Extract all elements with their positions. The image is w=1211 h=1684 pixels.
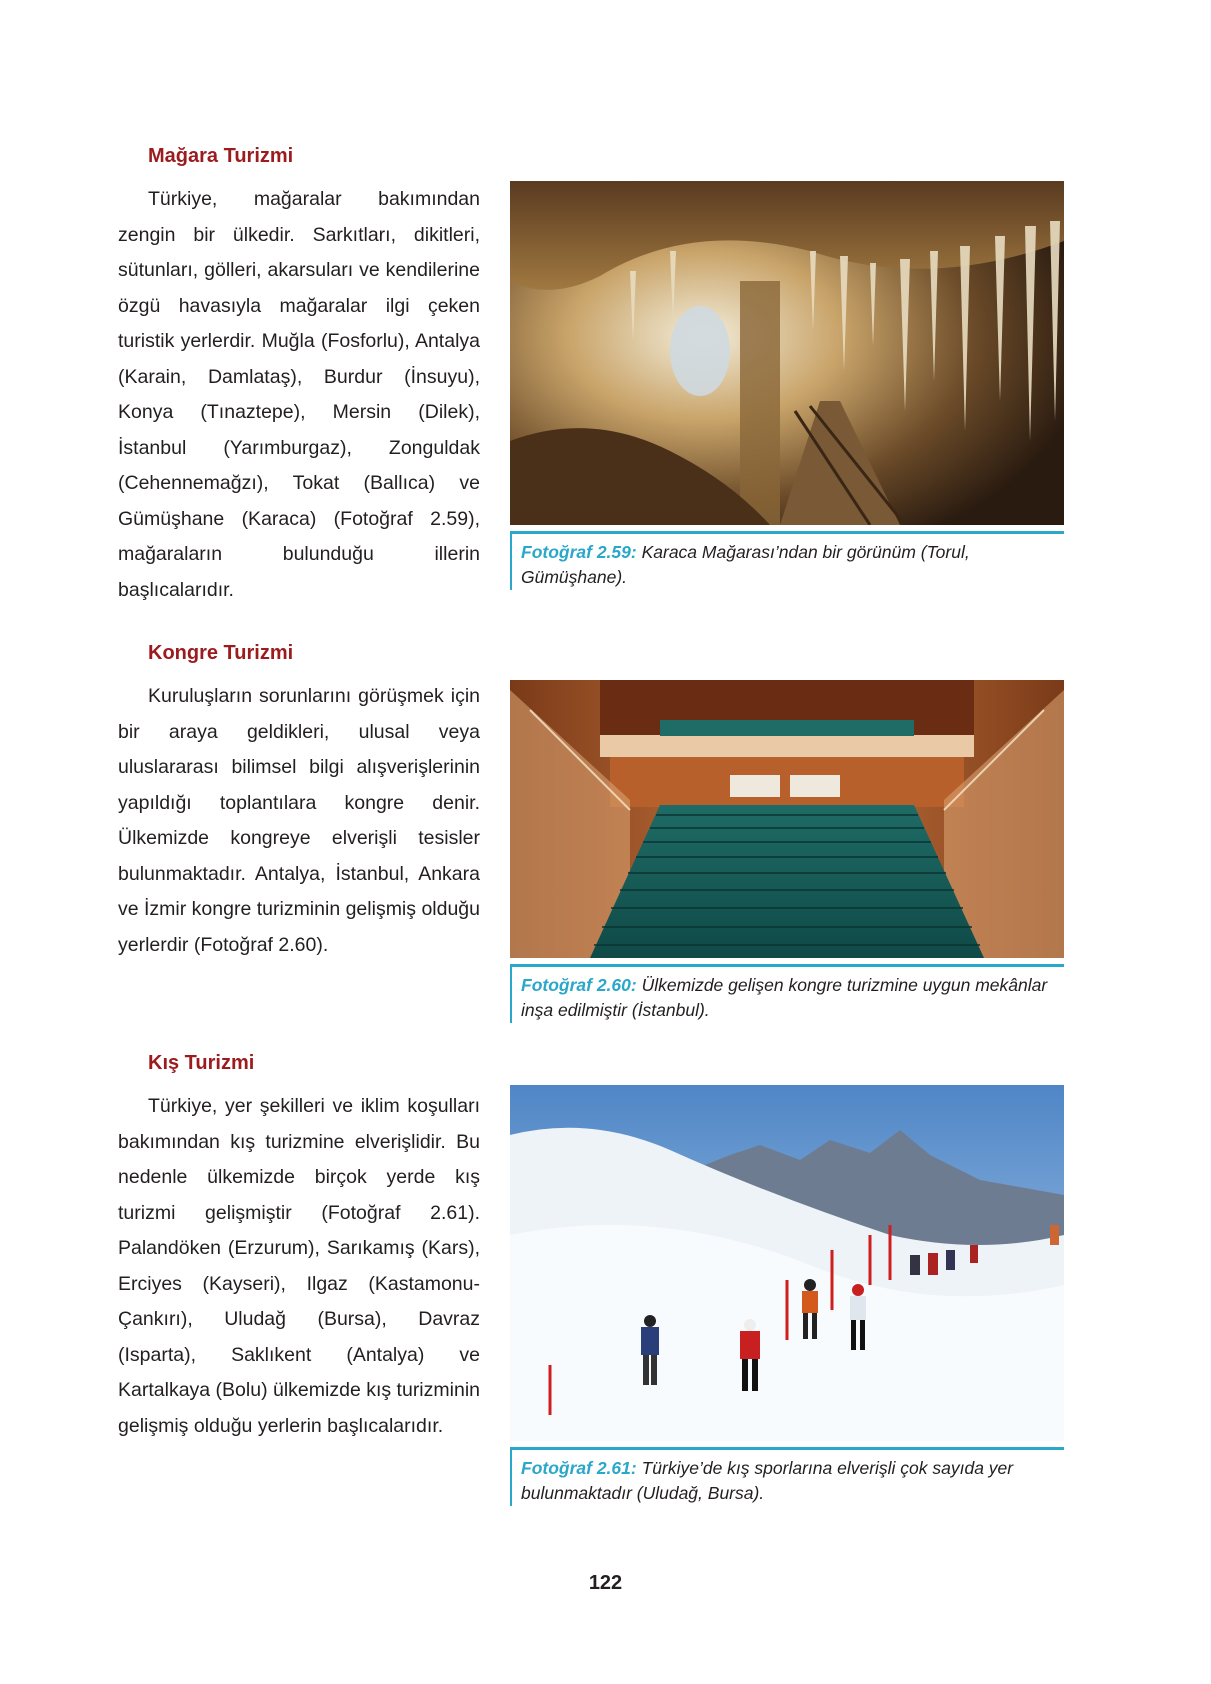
section-body: Türkiye, mağaralar bakımından zengin bir ülkedir. Sarkıtları, dikitleri, sütunları, gölleri, akarsuları ve kendilerine özgü havasıyla mağaralar ilgi çeken turistik yerlerdir. Muğla (Fosforlu), Antalya (Karain, Damlataş), Burdur (İnsuyu), Konya (Tınaztepe), Mersin (Dilek), İstanbul (Yarımburgaz), Zonguldak (Cehennemağzı), Tokat (Ballıca) ve Gümüşhane (Karaca) (Fotoğraf 2.59), mağaraların bulunduğu illerin başlıcalarıdır. xyxy=(118,188,480,601)
section-cave-tourism xyxy=(118,144,480,608)
figure-ski-slope xyxy=(510,1085,1064,1506)
section-winter-tourism xyxy=(118,1051,480,1444)
caption-label: Fotoğraf 2.61: xyxy=(521,1458,637,1478)
section-body: Kuruluşların sorunlarını görüşmek için bir araya geldikleri, ulusal veya uluslararası bilimsel bilgi alışverişlerinin yapıldığı toplantılara kongre denir. Ülkemizde kongreye elverişli tesisler bulunmaktadır. Antalya, İstanbul, Ankara ve İzmir kongre turizminin gelişmiş olduğu yerlerdir (Fotoğraf 2.60). xyxy=(118,685,480,956)
figure-caption xyxy=(510,531,1064,590)
caption-label: Fotoğraf 2.60: xyxy=(521,975,637,995)
ski-slope-photo xyxy=(510,1085,1064,1441)
congress-hall-photo xyxy=(510,680,1064,958)
page-number: 122 xyxy=(588,1572,623,1594)
caption-text: Ülkemizde gelişen kongre turizmine uygun mekânlar inşa edilmiştir (İstanbul). xyxy=(521,975,1048,1020)
figure-caption xyxy=(510,964,1064,1023)
caption-text: Türkiye’de kış sporlarına elverişli çok sayıda yer bulunmaktadır (Uludağ, Bursa). xyxy=(521,1458,1014,1503)
figure-congress-hall xyxy=(510,680,1064,1023)
figure-caption xyxy=(510,1447,1064,1506)
figure-cave xyxy=(510,181,1064,590)
section-heading: Mağara Turizmi xyxy=(148,145,294,167)
section-heading: Kış Turizmi xyxy=(148,1052,255,1074)
section-congress-tourism xyxy=(118,641,480,963)
caption-label: Fotoğraf 2.59: xyxy=(521,542,637,562)
caption-text: Karaca Mağarası’ndan bir görünüm (Torul, Gümüşhane). xyxy=(521,542,970,587)
section-heading: Kongre Turizmi xyxy=(148,642,294,664)
section-body: Türkiye, yer şekilleri ve iklim koşulları bakımından kış turizmine elverişlidir. Bu nedenle ülkemizde birçok yerde kış turizmi gelişmiştir (Fotoğraf 2.61). Palandöken (Erzurum), Sarıkamış (Kars), Erciyes (Kayseri), Ilgaz (Kastamonu-Çankırı), Uludağ (Bursa), Davraz (Isparta), Saklıkent (Antalya) ve Kartalkaya (Bolu) ülkemizde kış turizminin gelişmiş olduğu yerlerin başlıcalarıdır. xyxy=(118,1095,480,1437)
cave-photo xyxy=(510,181,1064,525)
